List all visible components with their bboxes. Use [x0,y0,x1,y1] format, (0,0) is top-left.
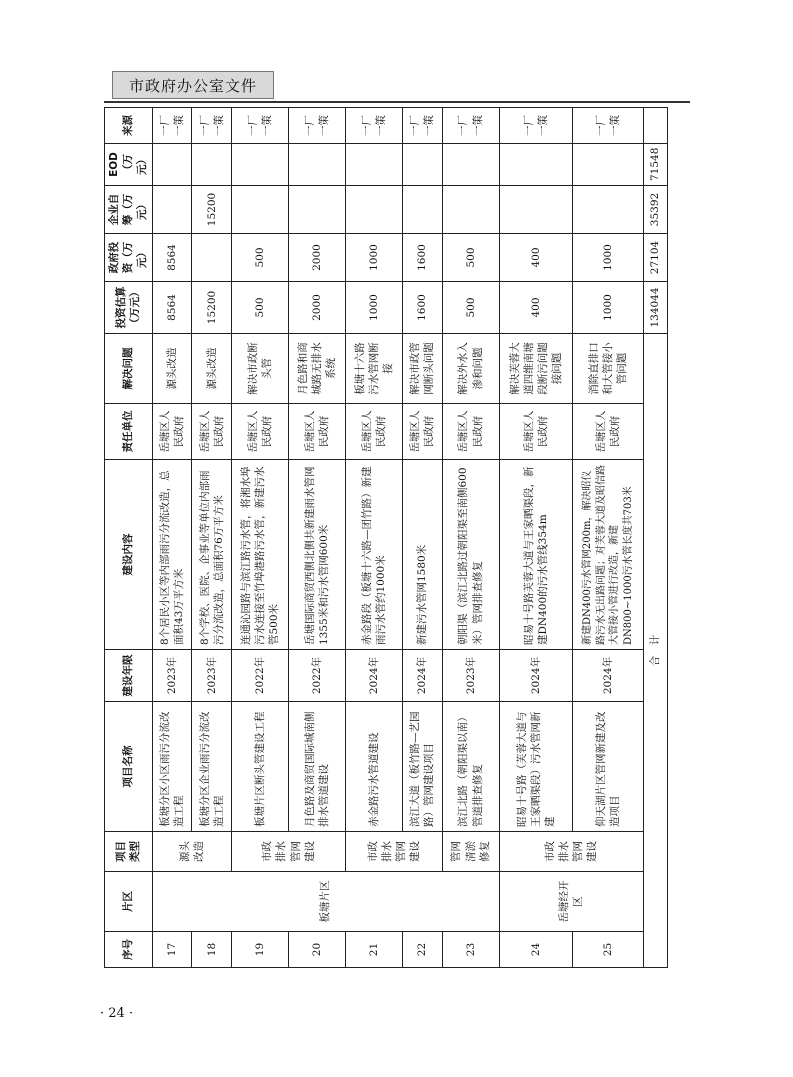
cell-no: 20 [289,932,346,968]
cell-year: 2024年 [402,650,442,702]
cell-type: 市政排水管网建设 [232,832,346,872]
cell-name: 滨江北路（朝阳渠以南）管道排查修复 [442,702,499,832]
cell-invest: 500 [442,282,499,334]
cell-eod [442,144,499,186]
project-table [104,107,668,968]
cell-gov: 2000 [289,234,346,282]
cell-source: 一厂一策 [573,108,644,144]
cell-gov: 500 [232,234,289,282]
total-source [644,108,668,144]
cell-content: 8个学校、医院、企事业等单位内部雨污分流改造，总面积76万平方米 [192,460,232,650]
col-header: 项目类型 [105,832,153,872]
cell-no: 24 [499,932,573,968]
cell-invest: 15200 [192,282,232,334]
cell-source: 一厂一策 [289,108,346,144]
cell-unit: 岳塘区人民政府 [442,404,499,460]
cell-problem: 解决市政断头管 [232,334,289,404]
cell-gov: 500 [442,234,499,282]
cell-problem: 解决外水入渗和问题 [442,334,499,404]
cell-year: 2023年 [152,650,192,702]
cell-problem: 板塘十六路污水管网断接 [345,334,402,404]
cell-content: 岳塘国际商贸西侧北侧共新建雨水管网1355米和污水管网600米 [289,460,346,650]
col-header: 政府投资（万元） [105,234,153,282]
cell-name: 板塘分区企业雨污分流改造工程 [192,702,232,832]
cell-year: 2024年 [499,650,573,702]
cell-problem: 消除直排口和大管接小管问题 [573,334,644,404]
cell-type: 市政排水管网建设 [499,832,643,872]
table-row [152,108,192,968]
cell-content: 新建DN400污水管网200m，解决昭仪路污水无出路问题；对芙蓉大道及昭信路大管接小管进行改造，新建DN800~1000污水管长度共703米 [573,460,644,650]
total-eod: 71548 [644,144,668,186]
cell-unit: 岳塘区人民政府 [192,404,232,460]
cell-self [232,186,289,234]
cell-invest: 2000 [289,282,346,334]
cell-gov: 1600 [402,234,442,282]
cell-unit: 岳塘区人民政府 [402,404,442,460]
cell-unit: 岳塘区人民政府 [289,404,346,460]
col-header: 序号 [105,932,153,968]
cell-eod [232,144,289,186]
cell-problem: 解决芙蓉大道四维南塘段断污问题接问题 [499,334,573,404]
cell-self: 15200 [192,186,232,234]
cell-year: 2023年 [192,650,232,702]
cell-source: 一厂一策 [345,108,402,144]
cell-self [499,186,573,234]
cell-content: 昭易十号路芙蓉大道与王家晒渠段，新建DN400的污水管线354m [499,460,573,650]
cell-unit: 岳塘区人民政府 [345,404,402,460]
col-header: 企业自筹（万元） [105,186,153,234]
table-row [442,108,499,968]
cell-no: 18 [192,932,232,968]
cell-year: 2024年 [345,650,402,702]
cell-eod [289,144,346,186]
cell-eod [402,144,442,186]
table-row [345,108,402,968]
cell-unit: 岳塘区人民政府 [232,404,289,460]
cell-problem: 源头改造 [192,334,232,404]
cell-type: 市政排水管网建设 [345,832,442,872]
cell-eod [345,144,402,186]
table-row [232,108,289,968]
cell-gov: 1000 [573,234,644,282]
project-table-wrapper [104,108,668,968]
cell-eod [499,144,573,186]
table-row [499,108,573,968]
cell-source: 一厂一策 [152,108,192,144]
table-header-row [105,108,153,968]
cell-content: 赤金路段（板塘十六路—团竹路）新建雨污水管约1000米 [345,460,402,650]
cell-problem: 月色路和商城路无排水系统 [289,334,346,404]
cell-gov: 400 [499,234,573,282]
cell-invest: 500 [232,282,289,334]
cell-no: 23 [442,932,499,968]
header-divider [104,101,690,103]
cell-unit: 岳塘区人民政府 [573,404,644,460]
cell-content: 连通沁园路与滨江路污水管，将湘水埠污水连接至竹埠港路污水管，新建污水管500米 [232,460,289,650]
cell-name: 滨江大道（板竹路—艺园路）管网建设项目 [402,702,442,832]
cell-source: 一厂一策 [192,108,232,144]
cell-name: 板塘片区断头管建设工程 [232,702,289,832]
cell-invest: 8564 [152,282,192,334]
col-header: 来源 [105,108,153,144]
cell-problem: 源头改造 [152,334,192,404]
cell-self [573,186,644,234]
col-header: 片区 [105,872,153,932]
cell-self [152,186,192,234]
cell-invest: 1000 [573,282,644,334]
col-header: EOD（万元） [105,144,153,186]
cell-year: 2023年 [442,650,499,702]
col-header: 责任单位 [105,404,153,460]
col-header: 建设内容 [105,460,153,650]
cell-problem: 解决市政管网断头问题 [402,334,442,404]
cell-content: 8个居民小区等内部雨污分流改造，总面积43万平方米 [152,460,192,650]
cell-invest: 1600 [402,282,442,334]
col-header: 项目名称 [105,702,153,832]
cell-content: 朝阳渠（滨江北路过朝阳渠至南侧600米）管网排查修复 [442,460,499,650]
cell-no: 25 [573,932,644,968]
cell-year: 2022年 [232,650,289,702]
cell-eod [192,144,232,186]
cell-type: 源头改造 [152,832,232,872]
cell-year: 2024年 [573,650,644,702]
cell-name: 月色路及商贸国际城南侧排水管道建设 [289,702,346,832]
cell-name: 昭易十号路（芙蓉大道与王家晒渠段）污水管网新建 [499,702,573,832]
cell-gov: 8564 [152,234,192,282]
cell-source: 一厂一策 [232,108,289,144]
total-self: 35392 [644,186,668,234]
cell-source: 一厂一策 [402,108,442,144]
total-gov: 27104 [644,234,668,282]
col-header: 解决问题 [105,334,153,404]
cell-eod [573,144,644,186]
col-header: 投资估算（万元） [105,282,153,334]
col-header: 建设年限 [105,650,153,702]
total-label: 合 计 [644,334,668,968]
cell-unit: 岳塘区人民政府 [499,404,573,460]
cell-no: 22 [402,932,442,968]
cell-eod [152,144,192,186]
cell-invest: 400 [499,282,573,334]
cell-district: 板塘片区 [152,872,499,932]
cell-no: 19 [232,932,289,968]
cell-gov: 1000 [345,234,402,282]
rotated-table-container [104,108,668,968]
cell-self [402,186,442,234]
cell-unit: 岳塘区人民政府 [152,404,192,460]
cell-no: 21 [345,932,402,968]
cell-content: 新建污水管网1580米 [402,460,442,650]
cell-name: 赤金路污水管道建设 [345,702,402,832]
cell-self [289,186,346,234]
document-header-title: 市政府办公室文件 [112,71,274,99]
cell-self [345,186,402,234]
cell-invest: 1000 [345,282,402,334]
cell-gov [192,234,232,282]
cell-source: 一厂一策 [442,108,499,144]
cell-type: 管网清淤修复 [442,832,499,872]
cell-year: 2022年 [289,650,346,702]
cell-self [442,186,499,234]
table-total-row [644,108,668,968]
cell-name: 板塘分区小区雨污分流改造工程 [152,702,192,832]
cell-no: 17 [152,932,192,968]
total-invest: 134044 [644,282,668,334]
page-number: · 24 · [100,1006,134,1021]
cell-district: 岳塘经开区 [499,872,643,932]
cell-name: 仰天湖片区管网新建及改造项目 [573,702,644,832]
cell-source: 一厂一策 [499,108,573,144]
